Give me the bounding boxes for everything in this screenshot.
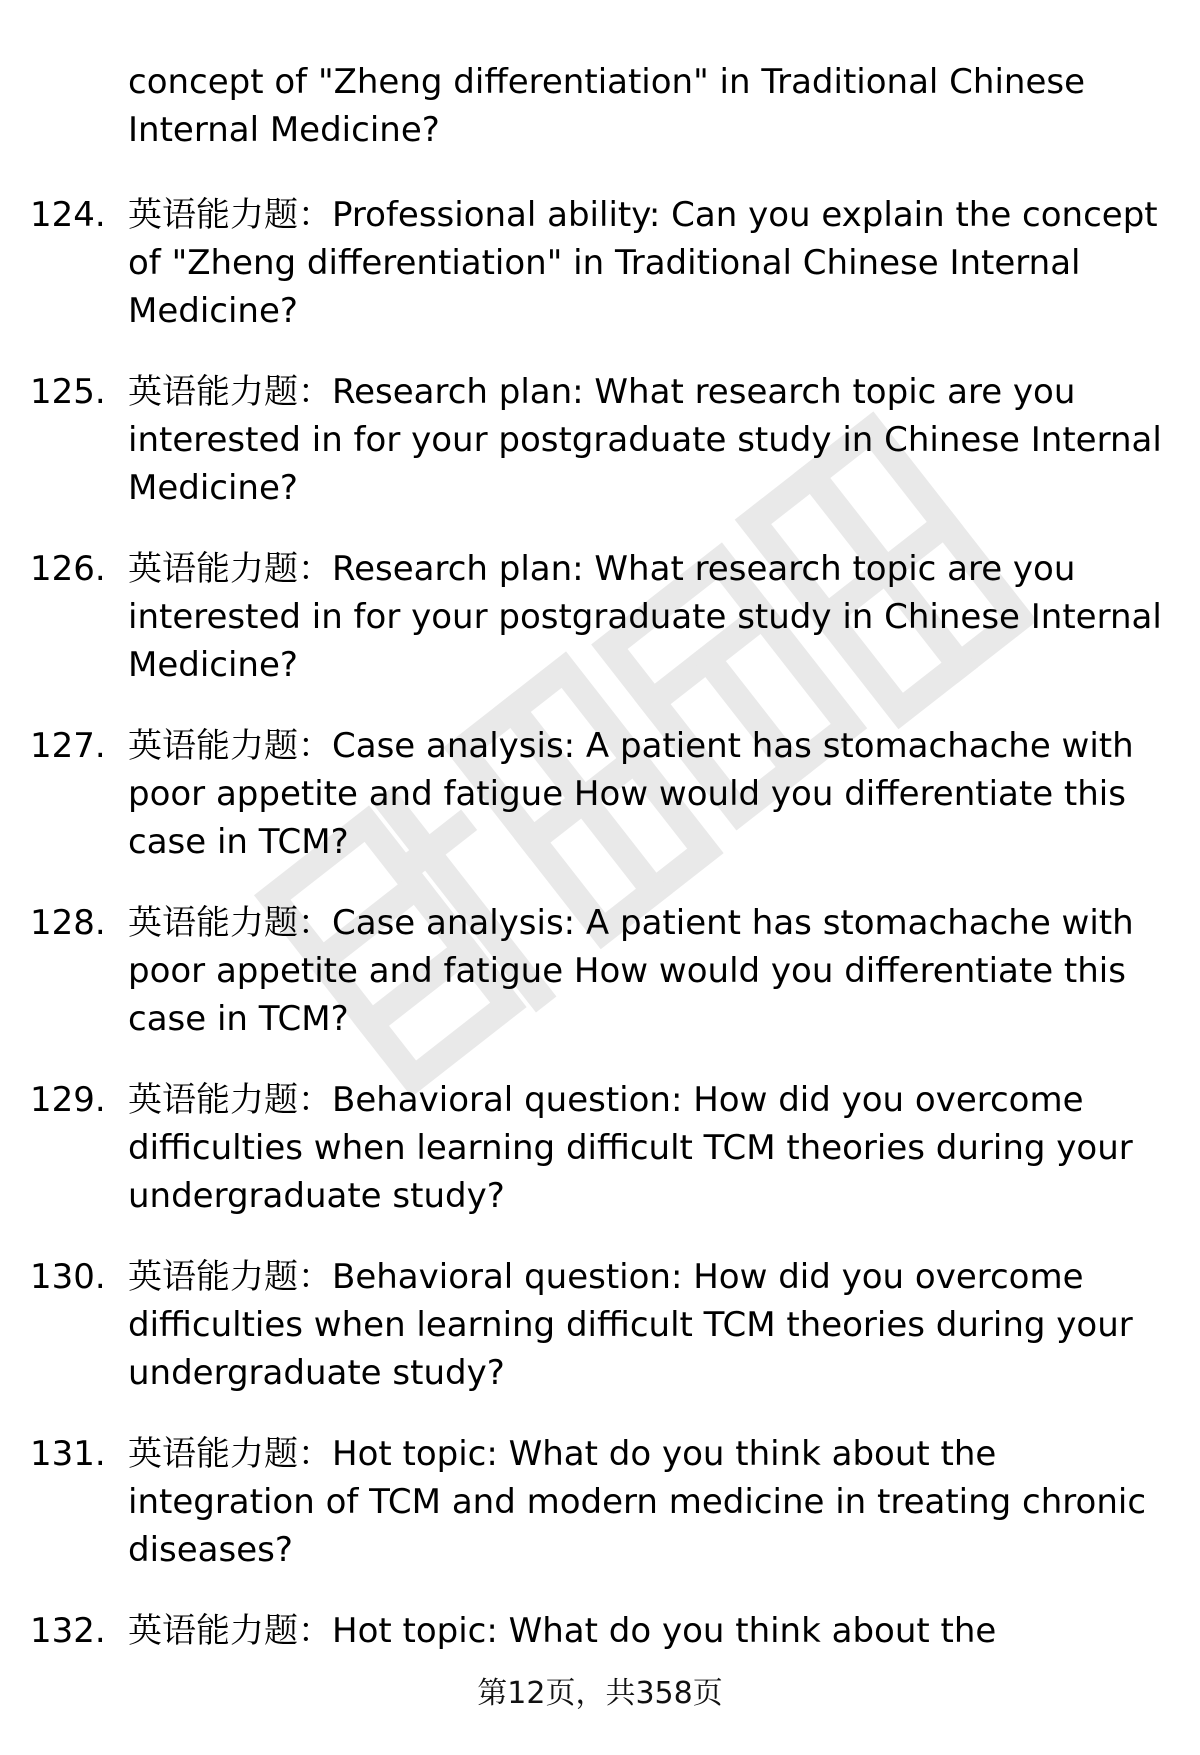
question-item bbox=[0, 1076, 1200, 1220]
question-item bbox=[0, 899, 1200, 1043]
question-number: 124. bbox=[30, 195, 106, 235]
question-text: 英语能力题：Case analysis: A patient has stomachache with poor appetite and fatigue How would you differentiate this case in TCM? bbox=[128, 726, 1134, 862]
question-item bbox=[0, 368, 1200, 512]
question-item bbox=[0, 1253, 1200, 1397]
continued-question-text: concept of "Zheng differentiation" in Traditional Chinese Internal Medicine? bbox=[128, 62, 1086, 150]
question-number: 132. bbox=[30, 1611, 106, 1651]
question-item bbox=[0, 191, 1200, 335]
question-text: 英语能力题：Research plan: What research topic are you interested in for your postgraduate study in Chinese Internal Medicine? bbox=[128, 549, 1162, 685]
question-text: 英语能力题：Hot topic: What do you think about the bbox=[128, 1611, 997, 1651]
question-text: 英语能力题：Case analysis: A patient has stomachache with poor appetite and fatigue How would you differentiate this case in TCM? bbox=[128, 903, 1134, 1039]
question-number: 125. bbox=[30, 372, 106, 412]
question-text: 英语能力题：Professional ability: Can you explain the concept of "Zheng differentiation" in Traditional Chinese Internal Medicine? bbox=[128, 195, 1158, 331]
question-number: 131. bbox=[30, 1434, 106, 1474]
question-text: 英语能力题：Hot topic: What do you think about the integration of TCM and modern medicine in treating chronic diseases? bbox=[128, 1434, 1147, 1570]
question-text: 英语能力题：Research plan: What research topic are you interested in for your postgraduate study in Chinese Internal Medicine? bbox=[128, 372, 1162, 508]
question-number: 129. bbox=[30, 1080, 106, 1120]
question-item bbox=[0, 545, 1200, 689]
question-text: 英语能力题：Behavioral question: How did you overcome difficulties when learning difficult TCM theories during your undergraduate study? bbox=[128, 1257, 1133, 1393]
page-footer: 第12页，共358页 bbox=[477, 1676, 723, 1711]
question-number: 126. bbox=[30, 549, 106, 589]
question-number: 127. bbox=[30, 726, 106, 766]
question-item bbox=[0, 1430, 1200, 1574]
question-number: 130. bbox=[30, 1257, 106, 1297]
question-text: 英语能力题：Behavioral question: How did you overcome difficulties when learning difficult TCM theories during your undergraduate study? bbox=[128, 1080, 1133, 1216]
question-number: 128. bbox=[30, 903, 106, 943]
question-list bbox=[0, 191, 1200, 1688]
question-item bbox=[0, 722, 1200, 866]
question-item bbox=[0, 1607, 1200, 1655]
